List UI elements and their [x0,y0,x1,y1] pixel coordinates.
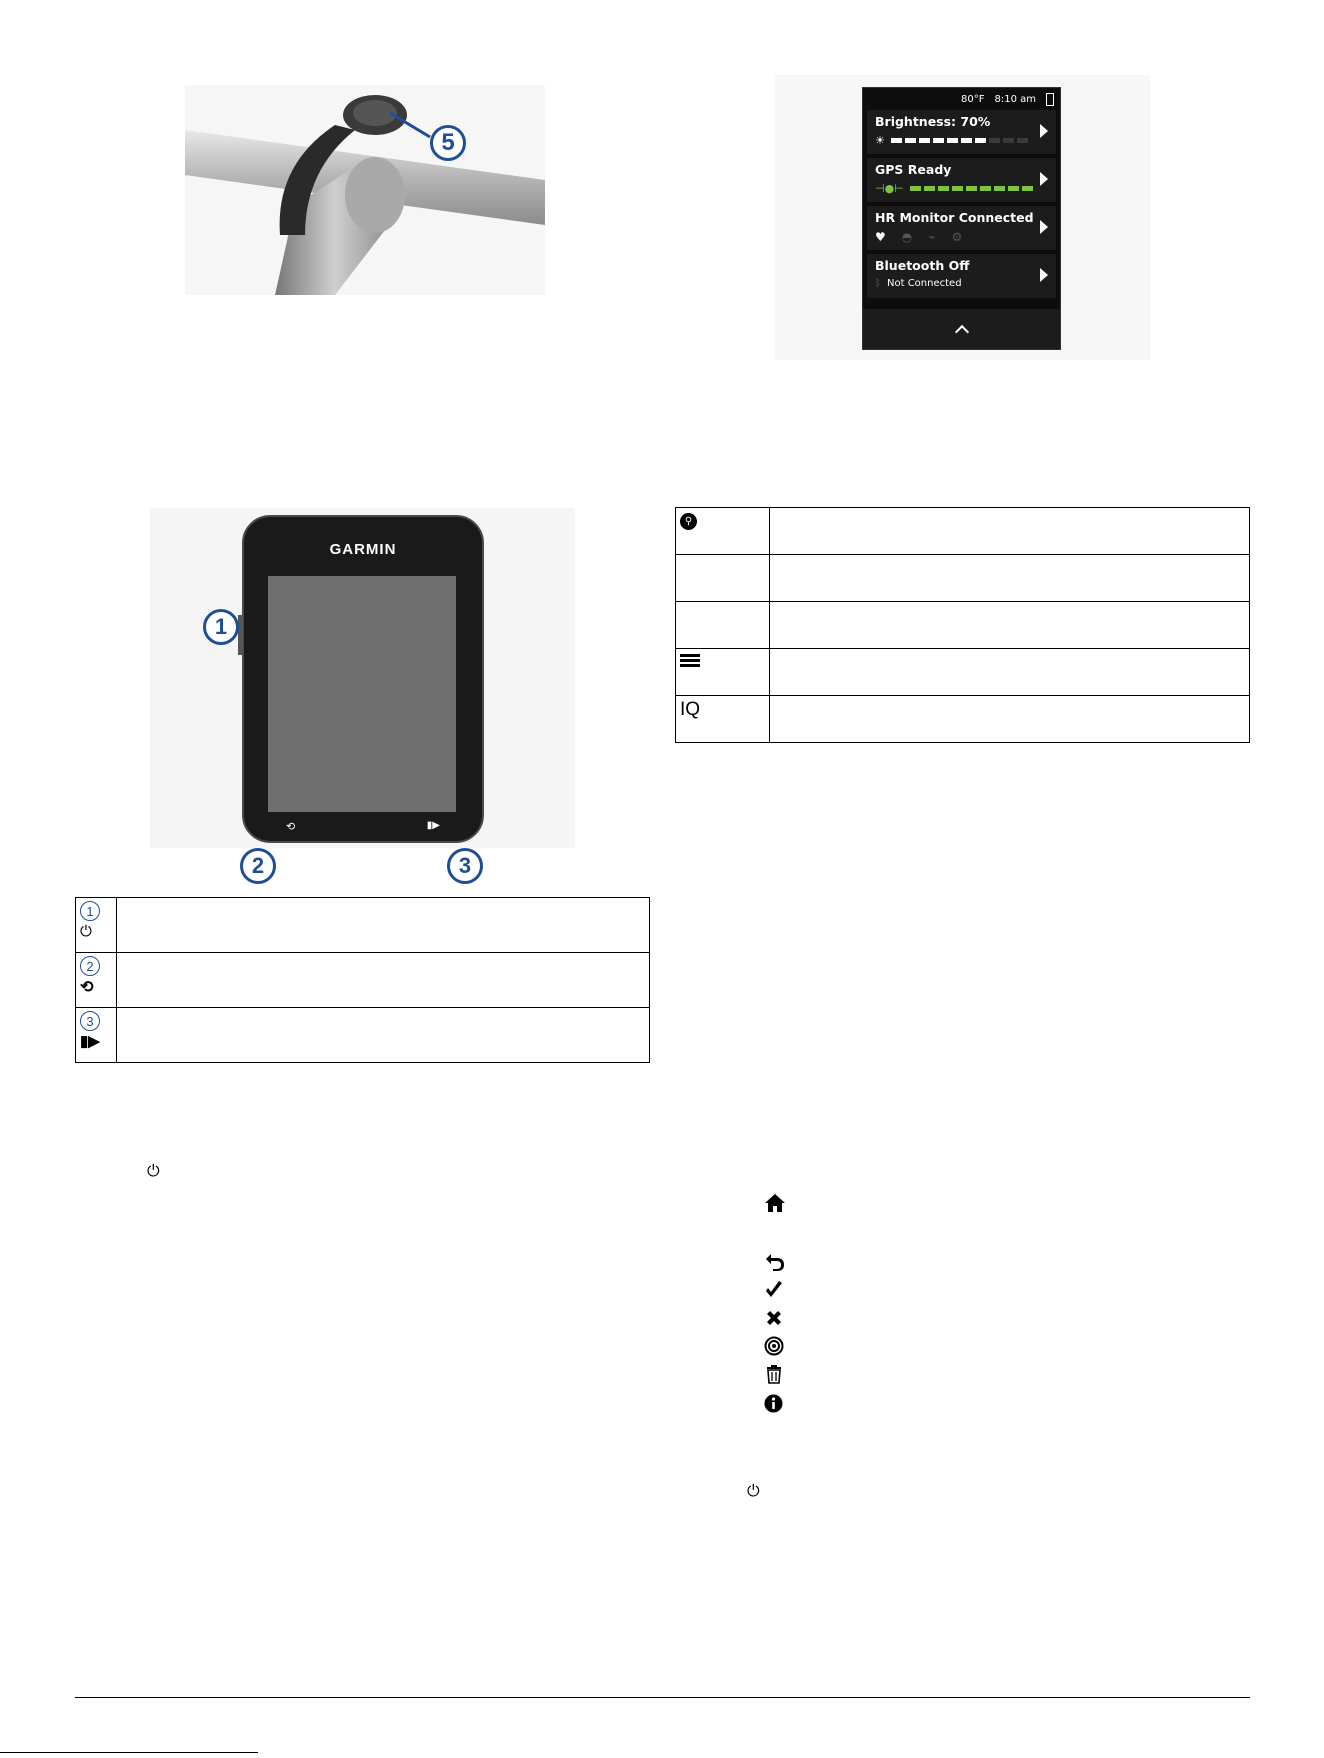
table-row [676,555,1250,602]
table-row [676,696,1250,743]
start-stop-icon: ▮▶ [80,1033,100,1050]
sensor-icons [875,230,1048,244]
table-row [76,898,650,953]
start-stop-button-icon: ▮▶ [426,820,440,831]
gps-label: GPS Ready [875,162,952,177]
callout-3: 3 [447,848,483,884]
battery-icon [1046,93,1054,106]
power-icon: ⏻ [747,1483,760,1500]
row-callout: 2 [80,956,100,976]
lap-icon: ⟲ [80,979,94,996]
footer-divider [75,1697,1250,1698]
row-callout: 3 [80,1011,100,1031]
time-readout: 8:10 am [994,93,1036,105]
connect-iq-icon: IQ [680,699,701,720]
collapse-button[interactable] [863,309,1060,349]
table-row [76,953,650,1008]
satellite-icon: ⊣●⊢ [875,182,904,195]
back-icon [765,1252,785,1277]
gps-tile[interactable] [867,158,1056,202]
side-button[interactable] [238,615,243,655]
power-sensor-icon: ⚙ [951,230,963,244]
chevron-right-icon [1040,124,1048,138]
callout-1: 1 [203,609,239,645]
temperature-readout: 80°F [961,93,985,105]
lap-button-icon: ⟲ [286,821,296,833]
check-icon [764,1280,784,1305]
device-screen [268,576,456,812]
status-screen [862,87,1061,350]
power-icon: ⏻ [147,1163,160,1180]
widget-table [675,507,1250,743]
handlebar-mount-drawing [185,85,545,295]
gps-bar [875,182,1048,195]
brightness-label: Brightness: 70% [875,114,991,129]
power-icon: ⏻ [80,923,92,940]
bluetooth-tile[interactable] [867,254,1056,298]
callout-5: 5 [430,125,466,161]
bike-mount-illustration [185,85,545,295]
row-callout: 1 [80,901,100,921]
chevron-right-icon [1040,172,1048,186]
table-row [676,602,1250,649]
target-icon [764,1336,784,1361]
home-icon [764,1193,786,1218]
table-row [676,649,1250,696]
hr-monitor-tile[interactable] [867,206,1056,250]
hr-monitor-label: HR Monitor Connected [875,210,1034,225]
close-icon [765,1309,783,1332]
chevron-up-icon [954,324,968,338]
brightness-tile[interactable] [867,110,1056,154]
brand-logo: GARMIN [329,541,397,558]
brightness-bar [875,134,1048,147]
button-table [75,897,650,1063]
device-body [242,515,484,843]
sun-icon: ☀ [875,134,885,147]
callout-2: 2 [240,848,276,884]
trash-icon [766,1365,782,1389]
chevron-right-icon [1040,268,1048,282]
status-bar [863,88,1060,110]
chevron-right-icon [1040,220,1048,234]
bike-icon: ⚲ [680,513,697,530]
heart-icon: ♥ [875,230,886,244]
info-icon [764,1394,783,1418]
speed-sensor-icon: ◓ [901,230,913,244]
cadence-sensor-icon: ⌁ [928,230,936,244]
table-row [676,508,1250,555]
bluetooth-status: Not Connected [887,278,962,289]
menu-icon [680,652,700,669]
bluetooth-label: Bluetooth Off [875,258,970,273]
table-row [76,1008,650,1063]
bottom-crop-line [0,1752,258,1753]
bluetooth-icon: ᛒ [875,278,881,289]
